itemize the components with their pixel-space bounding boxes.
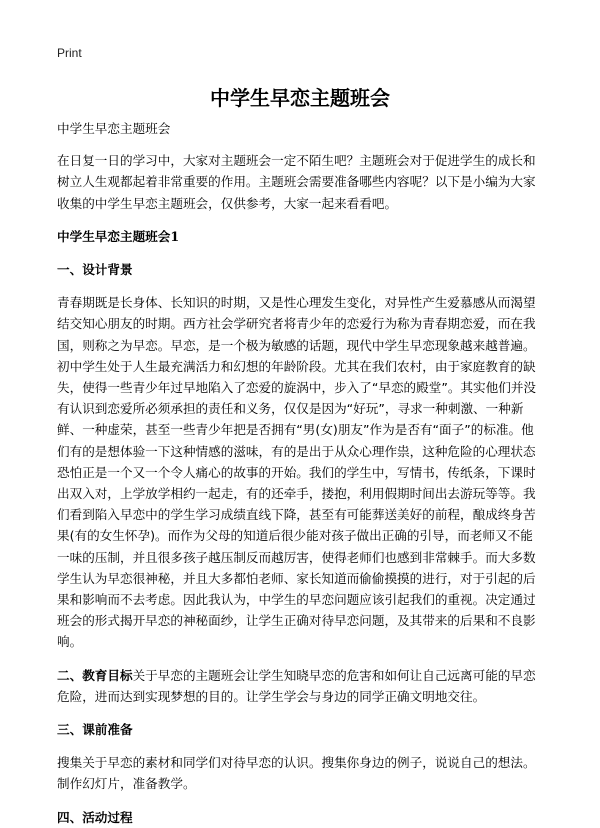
intro-paragraph: 在日复一日的学习中，大家对主题班会一定不陌生吧？主题班会对于促进学生的成长和树立人生观都起着非常重要的作用。主题班会需要准备哪些内容呢？以下是小编为大家收集的中学生早恋主题班会，仅供参考，大家一起来看看吧。 — [57, 153, 536, 211]
document-body — [57, 118, 543, 828]
document-title: 中学生早恋主题班会 — [210, 86, 390, 110]
preparation-paragraph: 搜集关于早恋的素材和同学们对待早恋的认识。搜集你身边的例子，说说自己的想法。制作幻灯片，准备教学。 — [57, 755, 536, 792]
section-title: 中学生早恋主题班会1 — [57, 228, 180, 244]
heading-design-background: 一、设计背景 — [57, 262, 133, 278]
print-link[interactable]: Print — [57, 46, 82, 60]
heading-preparation: 三、课前准备 — [57, 722, 133, 738]
goals-paragraph — [57, 665, 543, 707]
goals-text: 关于早恋的主题班会让学生知晓早恋的危害和如何让自己远离可能的早恋危险，进而达到实现梦想的目的。让学生学会与身边的同学正确文明地交往。 — [57, 667, 536, 704]
background-paragraph: 青春期既是长身体、长知识的时期，又是性心理发生变化，对异性产生爱慕感从而渴望结交知心朋友的时期。西方社会学研究者将青少年的恋爱行为称为青春期恋爱，而在我国，则称之为早恋。早恋，是一个极为敏感的话题，现代中学生早恋现象越来越普遍。初中学生处于人生最充满活力和幻想的年龄阶段。尤其在我们农村，由于家庭教育的缺失，使得一些青少年过早地陷入了恋爱的旋涡中，步入了“早恋的殿堂”。其实他们并没有认识到恋爱所必须承担的责任和义务，仅仅是因为“好玩”，寻求一种刺激、一种新鲜、一种虚荣，甚至一些青少年把是否拥有“男(女)朋友”作为是否有“面子”的标准。他们有的是想体验一下这种情感的滋味，有的是出于从众心理作祟，这种危险的心理状态恐怕正是一个又一个令人痛心的故事的开始。我们的学生中，写情书，传纸条，下课时出双入对，上学放学相约一起走，有的还牵手，搂抱，利用假期时间出去游玩等等。我们看到陷入早恋中的学生学习成绩直线下降，甚至有可能葬送美好的前程，酿成终身苦果(有的女生怀孕)。而作为父母的知道后很少能对孩子做出正确的引导，而老师又不能一味的压制，并且很多孩子越压制反而越厉害，使得老师们也感到非常棘手。而大多数学生认为早恋很神秘，并且大多都怕老师、家长知道而偷偷摸摸的进行，对于引起的后果和影响而不去考虑。因此我认为，中学生的早恋问题应该引起我们的重视。决定通过班会的形式揭开早恋的神秘面纱，让学生正确对待早恋问题，及其带来的后果和不良影响。 — [57, 295, 537, 650]
document-subtitle: 中学生早恋主题班会 — [57, 121, 171, 136]
heading-education-goals: 二、教育目标 — [57, 667, 133, 683]
heading-activity-process: 四、活动过程 — [57, 809, 133, 825]
